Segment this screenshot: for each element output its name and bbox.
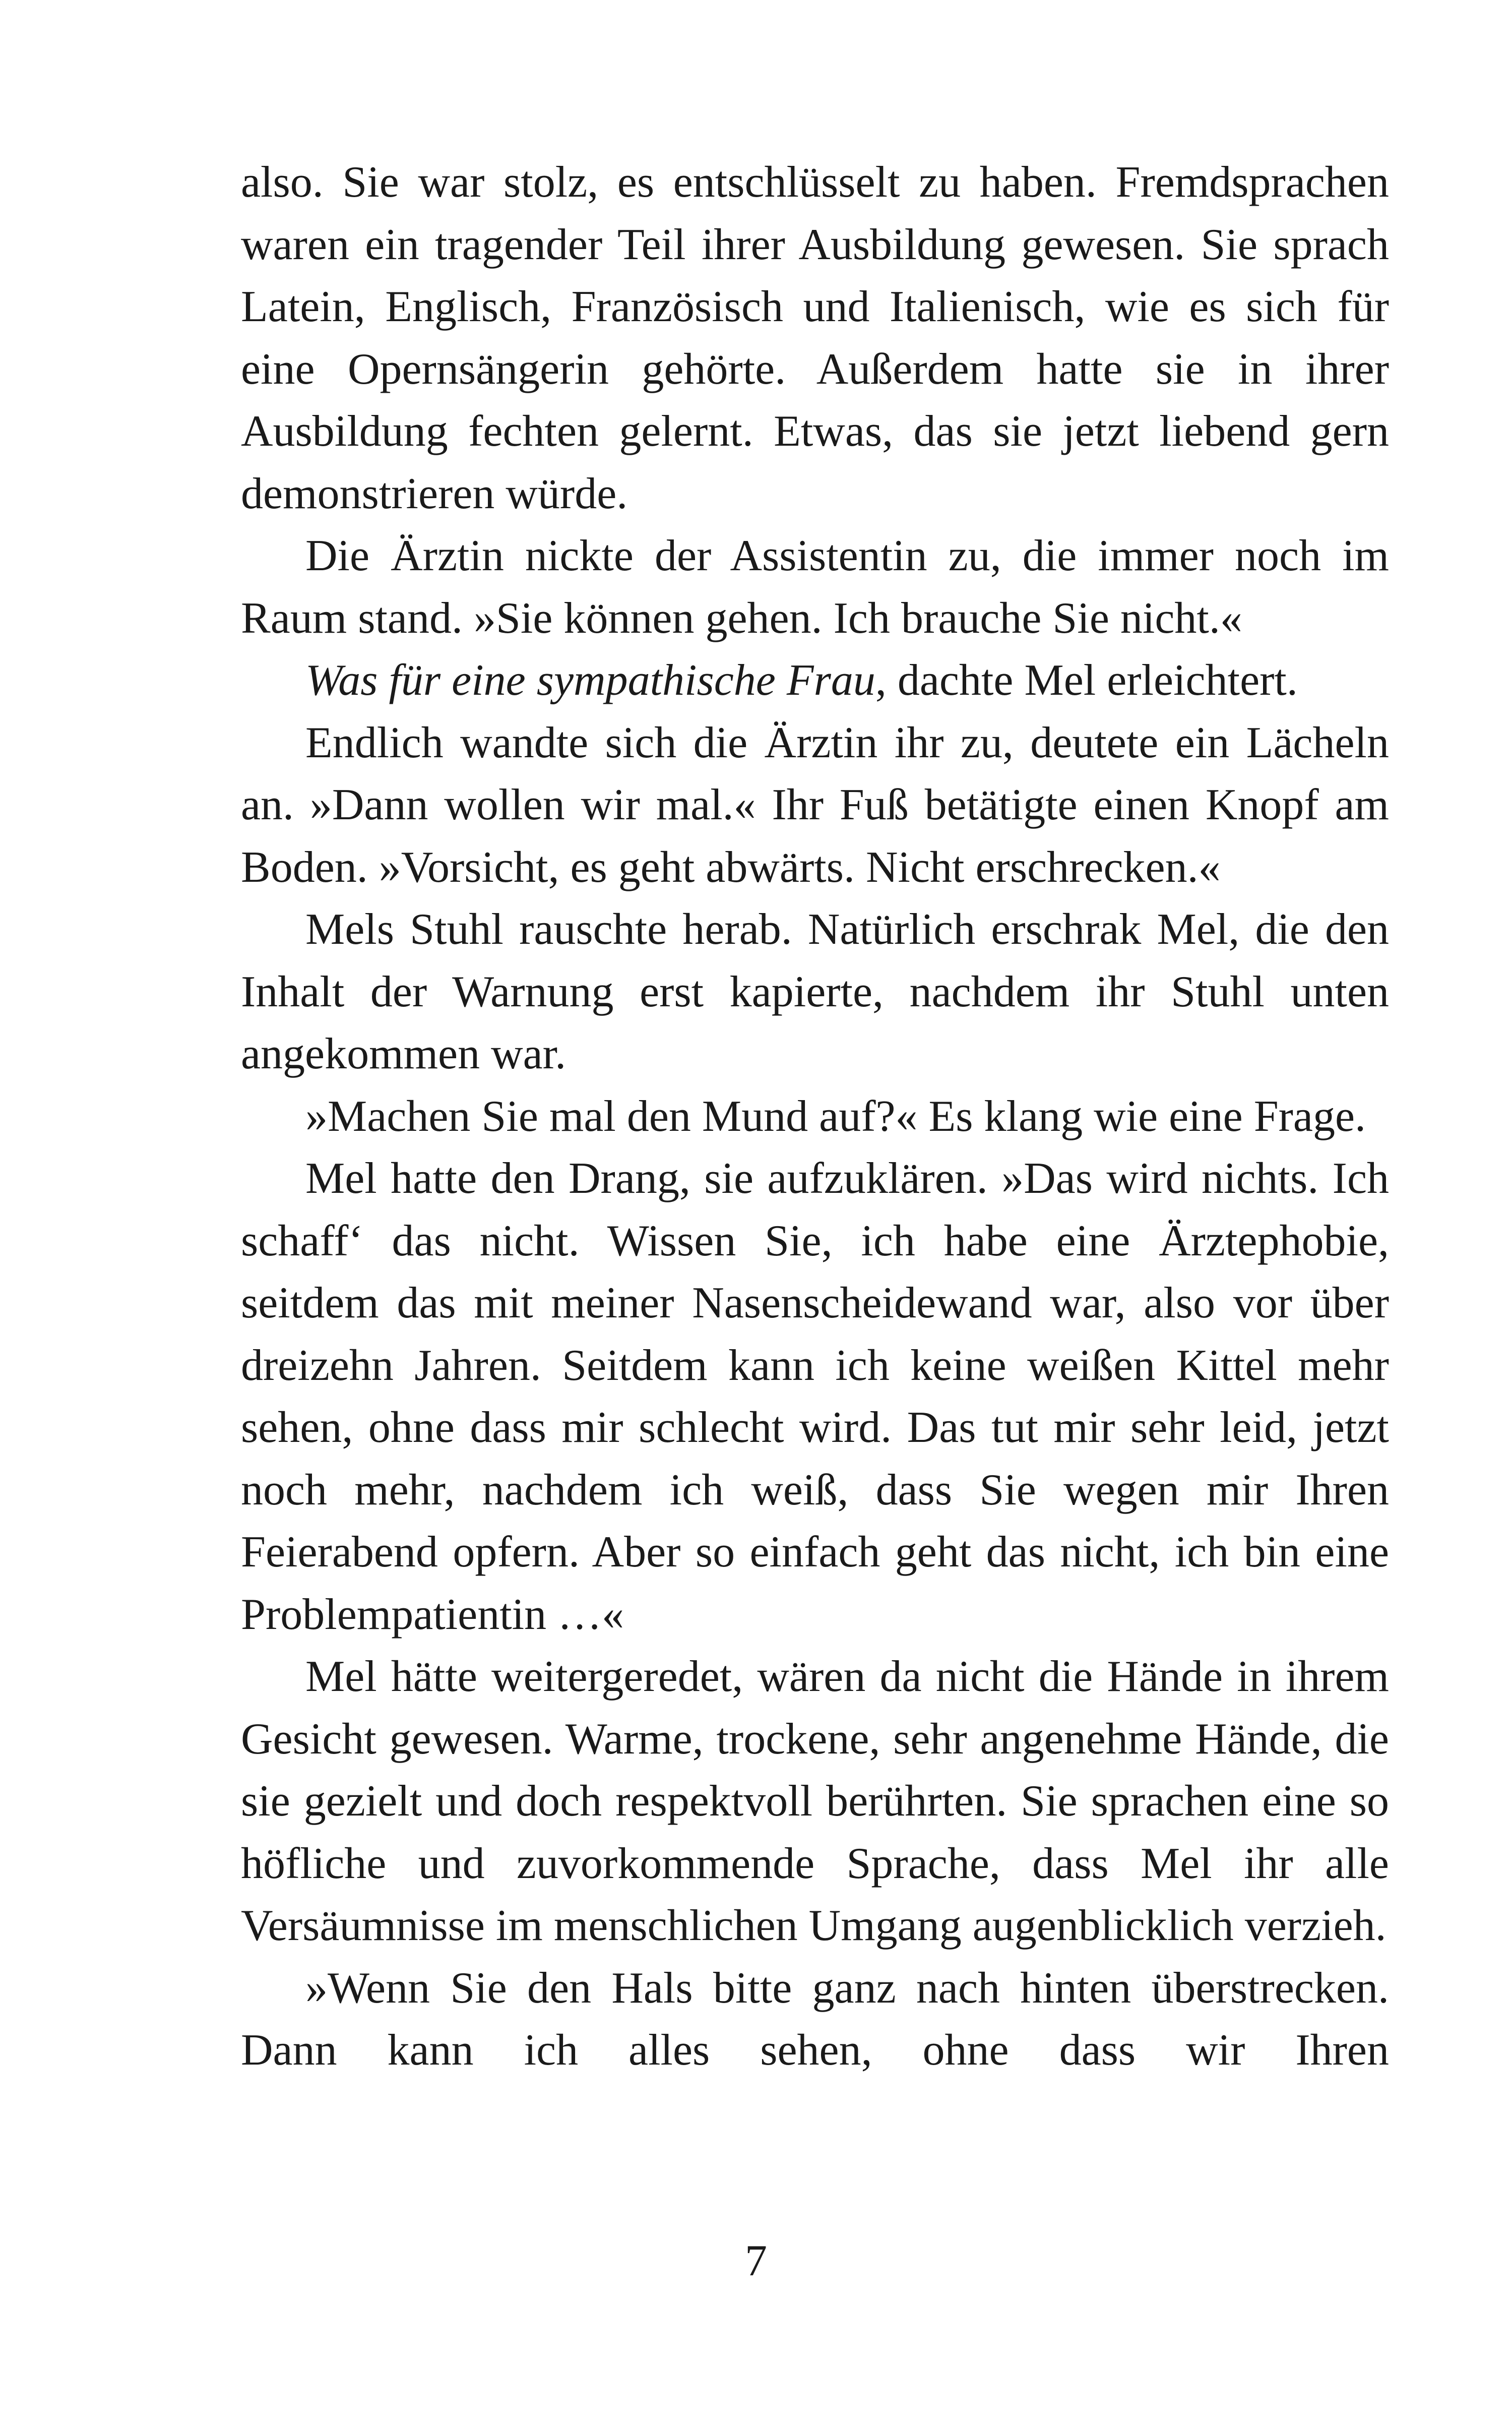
body-text [241, 151, 1389, 2082]
paragraph-3-rest: , dachte Mel erleichtert. [875, 656, 1298, 705]
italic-thought: Was für eine sympathische Frau [305, 656, 875, 705]
paragraph-4: Endlich wandte sich die Ärztin ihr zu, deutete ein Lächeln an. »Dann wollen wir mal.« Ihr Fuß betätigte einen Knopf am Boden. »Vorsicht, es geht abwärts. Nicht erschrecken.« [241, 718, 1389, 892]
paragraph-9: »Wenn Sie den Hals bitte ganz nach hinten überstrecken. Dann kann ich alles sehen, ohne dass wir Ihren [241, 1963, 1389, 2075]
paragraph-8: Mel hätte weitergeredet, wären da nicht die Hände in ihrem Gesicht gewesen. Warme, trockene, sehr angenehme Hände, die sie gezielt und doch respektvoll berührten. Sie sprachen eine so höfliche und zuvorkommende Sprache, dass Mel ihr alle Versäumnisse im menschlichen Umgang augenblicklich verzieh. [241, 1652, 1389, 1950]
paragraph-1: also. Sie war stolz, es entschlüsselt zu haben. Fremdsprachen waren ein tragender Teil ihrer Ausbildung gewesen. Sie sprach Latein, Englisch, Französisch und Italienisch, wie es sich für eine Opernsängerin gehörte. Außerdem hatte sie in ihrer Ausbildung fechten gelernt. Etwas, das sie jetzt liebend gern demonstrieren würde. [241, 158, 1389, 518]
paragraph-7: Mel hatte den Drang, sie aufzuklären. »Das wird nichts. Ich schaff‘ das nicht. Wissen Sie, ich habe eine Ärztephobie, seitdem das mit meiner Nasenscheidewand war, also vor über dreizehn Jahren. Seitdem kann ich keine weißen Kittel mehr sehen, ohne dass mir schlecht wird. Das tut mir sehr leid, jetzt noch mehr, nachdem ich weiß, dass Sie wegen mir Ihren Feierabend opfern. Aber so einfach geht das nicht, ich bin eine Problempatientin …« [241, 1154, 1389, 1639]
page-number: 7 [745, 2236, 767, 2285]
paragraph-3 [241, 649, 1389, 712]
paragraph-5: Mels Stuhl rauschte herab. Natürlich erschrak Mel, die den Inhalt der Warnung erst kapierte, nachdem ihr Stuhl unten angekommen war. [241, 905, 1389, 1078]
paragraph-6: »Machen Sie mal den Mund auf?« Es klang wie eine Frage. [305, 1092, 1366, 1141]
paragraph-2: Die Ärztin nickte der Assistentin zu, die immer noch im Raum stand. »Sie können gehen. Ich brauche Sie nicht.« [241, 531, 1389, 643]
